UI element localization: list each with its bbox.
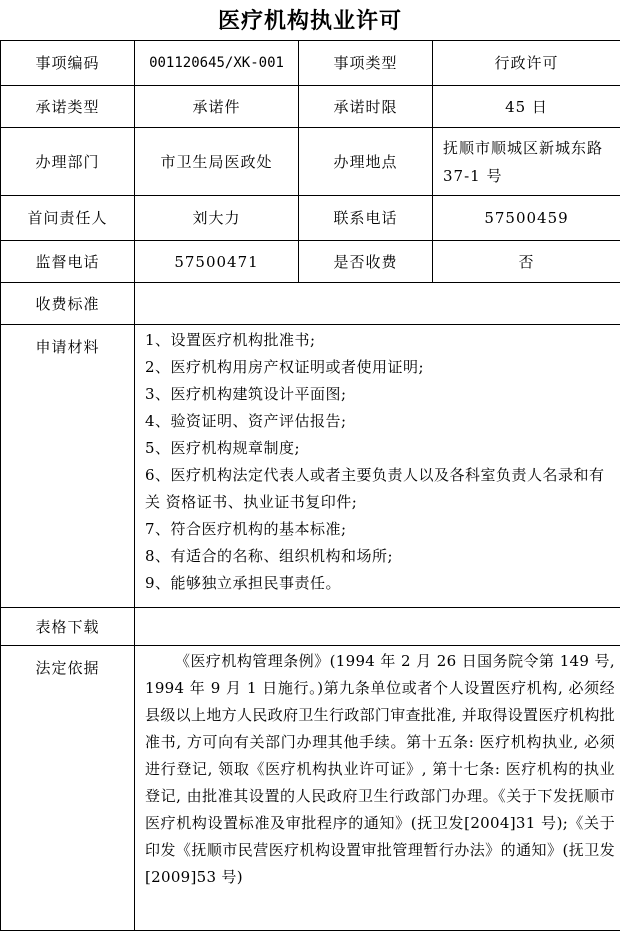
item-code-label: 事项编码 — [1, 41, 135, 86]
material-item: 8、有适合的名称、组织机构和场所; — [145, 547, 394, 565]
materials-list — [135, 325, 620, 608]
material-item: 6、医疗机构法定代表人或者主要负责人以及各科室负责人名录和有关 资格证书、执业证书复印件; — [145, 466, 605, 511]
material-item: 7、符合医疗机构的基本标准; — [145, 520, 347, 538]
material-item: 3、医疗机构建筑设计平面图; — [145, 385, 347, 403]
promise-type-label: 承诺类型 — [1, 86, 135, 128]
table-row — [1, 196, 620, 241]
dept-value: 市卫生局医政处 — [135, 128, 299, 196]
materials-label: 申请材料 — [1, 325, 135, 608]
legal-basis-cell — [135, 646, 620, 931]
promise-limit-value: 45 日 — [433, 86, 620, 128]
fee-label: 是否收费 — [299, 241, 433, 283]
item-code-value: 001120645/XK-001 — [135, 41, 299, 86]
material-item: 1、设置医疗机构批准书; — [145, 331, 316, 349]
item-type-label: 事项类型 — [299, 41, 433, 86]
form-download-value[interactable] — [135, 608, 620, 646]
responsible-value: 刘大力 — [135, 196, 299, 241]
table-row — [1, 241, 620, 283]
form-download-label: 表格下载 — [1, 608, 135, 646]
item-type-value: 行政许可 — [433, 41, 620, 86]
page-title: 医疗机构执业许可 — [217, 8, 402, 34]
supervision-phone-value: 57500471 — [135, 241, 299, 283]
material-item: 5、医疗机构规章制度; — [145, 439, 301, 457]
material-item: 2、医疗机构用房产权证明或者使用证明; — [145, 358, 425, 376]
supervision-phone-label: 监督电话 — [1, 241, 135, 283]
table-row — [1, 86, 620, 128]
material-item: 9、能够独立承担民事责任。 — [145, 574, 342, 592]
contact-phone-label: 联系电话 — [299, 196, 433, 241]
fee-value: 否 — [433, 241, 620, 283]
table-row — [1, 41, 620, 86]
fee-standard-value — [135, 283, 620, 325]
table-row — [1, 608, 620, 646]
table-row — [1, 283, 620, 325]
legal-basis-label: 法定依据 — [1, 646, 135, 931]
material-item: 4、验资证明、资产评估报告; — [145, 412, 347, 430]
responsible-label: 首问责任人 — [1, 196, 135, 241]
fee-standard-label: 收费标准 — [1, 283, 135, 325]
dept-label: 办理部门 — [1, 128, 135, 196]
promise-limit-label: 承诺时限 — [299, 86, 433, 128]
promise-type-value: 承诺件 — [135, 86, 299, 128]
table-row — [1, 325, 620, 608]
table-row — [1, 128, 620, 196]
table-row — [1, 646, 620, 931]
legal-basis-text: 《医疗机构管理条例》(1994 年 2 月 26 日国务院令第 149 号, 1994 年 9 月 1 日施行。)第九条单位或者个人设置医疗机构, 必须经县级以上地方人民政府卫生行政部门审查批准, 并取得设置医疗机构批准书, 方可向有关部门办理其他手续。第十五条: 医疗机构执业, 必须进行登记, 领取《医疗机构执业许可证》, 第十七条: 医疗机构的执业登记, 由批准其设置的人民政府卫生行政部门办理。《关于下发抚顺市医疗机构设置标准及审批程序的通知》(抚卫发[2004]31 号);《关于印发《抚顺市民营医疗机构设置审批管理暂行办法》的通知》(抚卫发[2009]53 号) — [145, 652, 615, 886]
service-info-table — [0, 40, 620, 931]
contact-phone-value: 57500459 — [433, 196, 620, 241]
address-value: 抚顺市顺城区新城东路 37-1 号 — [433, 128, 620, 196]
address-label: 办理地点 — [299, 128, 433, 196]
